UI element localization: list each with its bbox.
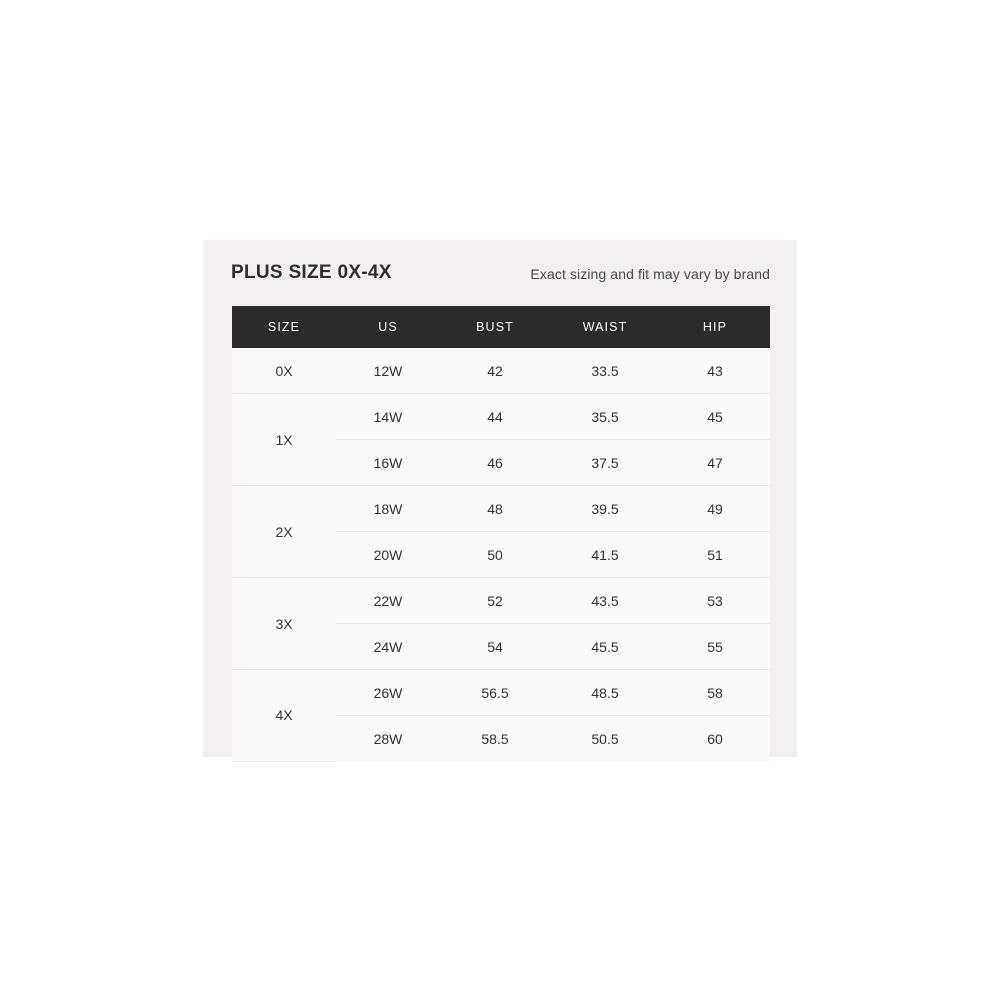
cell-bust: 48 [440, 486, 550, 532]
cell-hip: 51 [660, 532, 770, 578]
cell-waist: 33.5 [550, 348, 660, 394]
card-header [203, 240, 797, 306]
cell-bust: 52 [440, 578, 550, 624]
column-header-waist: WAIST [550, 306, 660, 348]
cell-us: 22W [336, 578, 440, 624]
cell-us: 20W [336, 532, 440, 578]
table-row [232, 348, 770, 394]
size-chart-table [232, 306, 770, 762]
cell-bust: 56.5 [440, 670, 550, 716]
cell-us: 14W [336, 394, 440, 440]
size-chart-card [203, 240, 797, 757]
size-group-label: 3X [232, 578, 336, 670]
cell-hip: 49 [660, 486, 770, 532]
cell-waist: 41.5 [550, 532, 660, 578]
cell-hip: 43 [660, 348, 770, 394]
cell-us: 26W [336, 670, 440, 716]
cell-bust: 54 [440, 624, 550, 670]
cell-bust: 42 [440, 348, 550, 394]
table-row [232, 394, 770, 440]
column-header-us: US [336, 306, 440, 348]
cell-hip: 53 [660, 578, 770, 624]
cell-bust: 46 [440, 440, 550, 486]
cell-us: 16W [336, 440, 440, 486]
cell-waist: 48.5 [550, 670, 660, 716]
cell-waist: 37.5 [550, 440, 660, 486]
cell-hip: 60 [660, 716, 770, 762]
cell-waist: 45.5 [550, 624, 660, 670]
table-body [232, 348, 770, 761]
cell-waist: 35.5 [550, 394, 660, 440]
cell-us: 24W [336, 624, 440, 670]
column-header-size: SIZE [232, 306, 336, 348]
cell-hip: 47 [660, 440, 770, 486]
table-row [232, 578, 770, 624]
size-group-label: 1X [232, 394, 336, 486]
sizing-disclaimer: Exact sizing and fit may vary by brand [530, 266, 770, 282]
column-header-hip: HIP [660, 306, 770, 348]
table-header [232, 306, 770, 348]
cell-us: 18W [336, 486, 440, 532]
size-group-label: 0X [232, 348, 336, 394]
cell-us: 12W [336, 348, 440, 394]
column-header-bust: BUST [440, 306, 550, 348]
page-title: PLUS SIZE 0X-4X [231, 262, 392, 283]
cell-waist: 43.5 [550, 578, 660, 624]
cell-waist: 50.5 [550, 716, 660, 762]
cell-bust: 44 [440, 394, 550, 440]
table-row [232, 670, 770, 716]
cell-us: 28W [336, 716, 440, 762]
size-group-label: 4X [232, 670, 336, 762]
table-row [232, 486, 770, 532]
cell-bust: 58.5 [440, 716, 550, 762]
cell-hip: 58 [660, 670, 770, 716]
cell-waist: 39.5 [550, 486, 660, 532]
cell-hip: 55 [660, 624, 770, 670]
cell-hip: 45 [660, 394, 770, 440]
cell-bust: 50 [440, 532, 550, 578]
size-group-label: 2X [232, 486, 336, 578]
table-header-row [232, 306, 770, 348]
